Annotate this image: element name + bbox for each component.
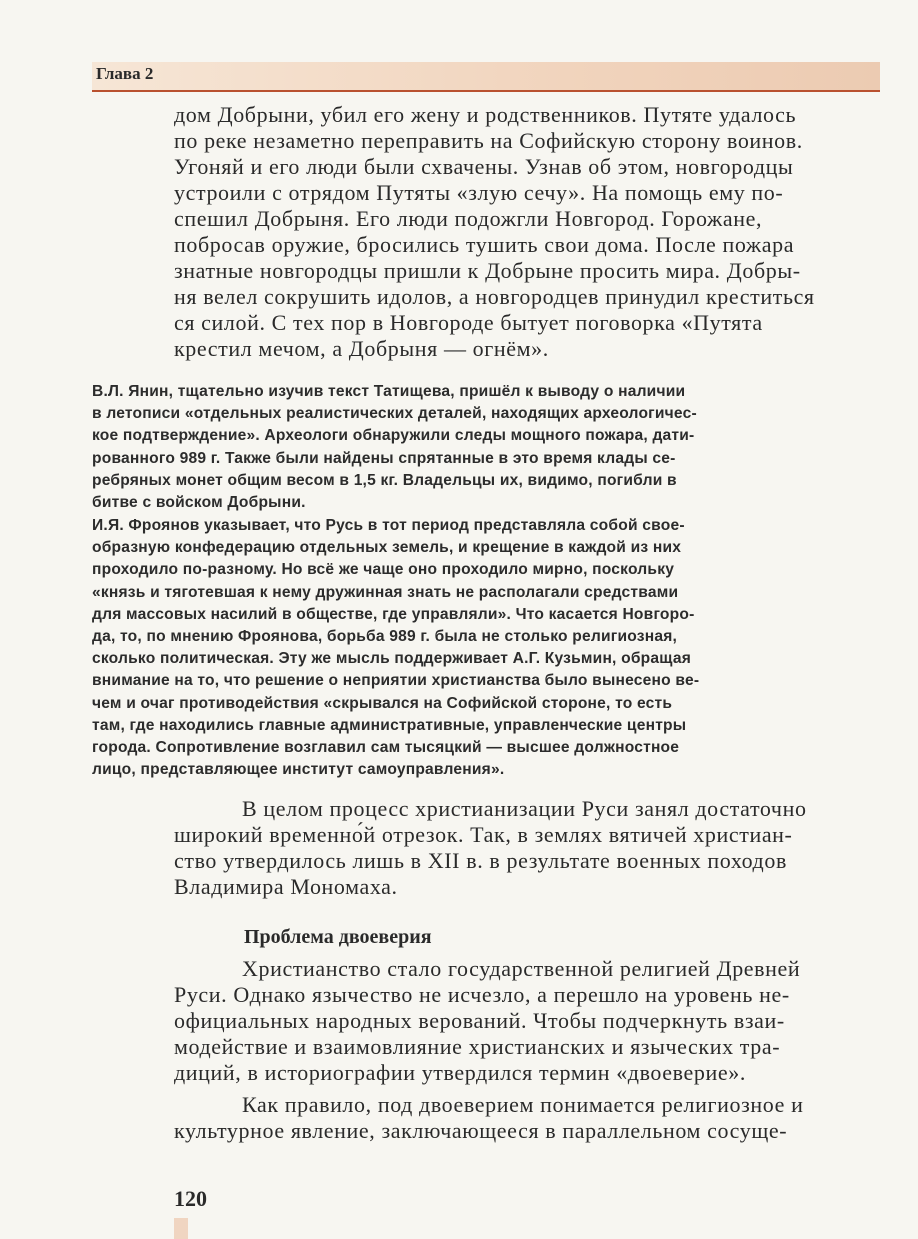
text-line: Руси. Однако язычество не исчезло, а перешло на уровень не-: [174, 982, 790, 1007]
paragraph-3: [174, 956, 880, 1086]
text-line: официальных народных верований. Чтобы подчеркнуть взаи-: [174, 1008, 785, 1033]
text-line: Угоняй и его люди были схвачены. Узнав об этом, новгородцы: [174, 154, 794, 179]
note-line: проходило по-разному. Но всё же чаще оно проходило мирно, поскольку: [92, 561, 675, 579]
note-line: рованного 989 г. Также были найдены спрятанные в это время клады се-: [92, 449, 676, 467]
margin-strip: [174, 1218, 188, 1239]
text-line: побросав оружие, бросились тушить свои дома. После пожара: [174, 232, 795, 257]
text-line: модействие и взаимовлияние христианских и языческих тра-: [174, 1034, 781, 1059]
note-line: образную конфедерацию отдельных земель, и крещение в каждой из них: [92, 539, 682, 557]
text-line: культурное явление, заключающееся в параллельном сосуще-: [174, 1118, 788, 1143]
text-line: Как правило, под двоеверием понимается религиозное и: [242, 1092, 804, 1117]
note-line: И.Я. Фроянов указывает, что Русь в тот период представляла собой свое-: [92, 517, 685, 534]
text-line: Христианство стало государственной религией Древней: [242, 956, 801, 981]
note-line: там, где находились главные административные, управленческие центры: [92, 716, 687, 734]
paragraph-1: [174, 102, 878, 362]
note-line: битве с войском Добрыни.: [92, 494, 306, 512]
text-line: крестил мечом, а Добрыня — огнём».: [174, 336, 549, 361]
note-line: для массовых насилий в обществе, где управляли». Что касается Новгоро-: [92, 605, 695, 623]
text-line: ся силой. С тех пор в Новгороде бытует поговорка «Путята: [174, 310, 763, 335]
note-yanin: [92, 381, 882, 514]
paragraph-2: [174, 796, 880, 900]
text-line: диций, в историографии утвердился термин «двоеверие».: [174, 1060, 746, 1085]
note-line: внимание на то, что решение о неприятии христианства было вынесено ве-: [92, 672, 700, 690]
text-line: ня велел сокрушить идолов, а новгородцев принудил креститься: [174, 284, 815, 309]
note-line: ребряных монет общим весом в 1,5 кг. Владельцы их, видимо, погибли в: [92, 471, 677, 489]
note-line: лицо, представляющее институт самоуправления».: [92, 761, 505, 779]
text-line: устроили с отрядом Путяты «злую сечу». На помощь ему по-: [174, 180, 784, 205]
text-line: знатные новгородцы пришли к Добрыне просить мира. Добры-: [174, 258, 801, 283]
text-line: дом Добрыни, убил его жену и родственников. Путяте удалось: [174, 102, 797, 127]
note-line: чем и очаг противодействия «скрывался на Софийской стороне, то есть: [92, 694, 673, 712]
text-line: спешил Добрыня. Его люди подожгли Новгород. Горожане,: [174, 206, 763, 231]
page-number: 120: [174, 1186, 207, 1211]
text-line: В целом процесс христианизации Руси занял достаточно: [242, 796, 807, 821]
chapter-header-bar: [92, 62, 880, 92]
note-line: В.Л. Янин, тщательно изучив текст Татищева, пришёл к выводу о наличии: [92, 383, 686, 400]
note-line: в летописи «отдельных реалистических деталей, находящих археологичес-: [92, 405, 697, 423]
text-line: ство утвердилось лишь в XII в. в результате военных походов: [174, 848, 787, 873]
note-line: кое подтверждение». Археологи обнаружили следы мощного пожара, дати-: [92, 427, 695, 445]
text-line: по реке незаметно переправить на Софийскую сторону воинов.: [174, 128, 803, 153]
note-line: сколько политическая. Эту же мысль поддерживает А.Г. Кузьмин, обращая: [92, 650, 691, 668]
paragraph-4: [174, 1092, 880, 1144]
section-title: Проблема двоеверия: [244, 926, 432, 948]
note-line: да, то, по мнению Фроянова, борьба 989 г. была не столько религиозная,: [92, 628, 678, 646]
note-line: города. Сопротивление возглавил сам тысяцкий — высшее должностное: [92, 739, 680, 757]
note-line: «князь и тяготевшая к нему дружинная знать не располагали средствами: [92, 583, 679, 601]
text-line: Владимира Мономаха.: [174, 874, 398, 899]
chapter-label: Глава 2: [96, 64, 154, 83]
text-line: широкий временно́й отрезок. Так, в землях вятичей христиан-: [174, 822, 793, 847]
note-froyanov: [92, 515, 882, 781]
